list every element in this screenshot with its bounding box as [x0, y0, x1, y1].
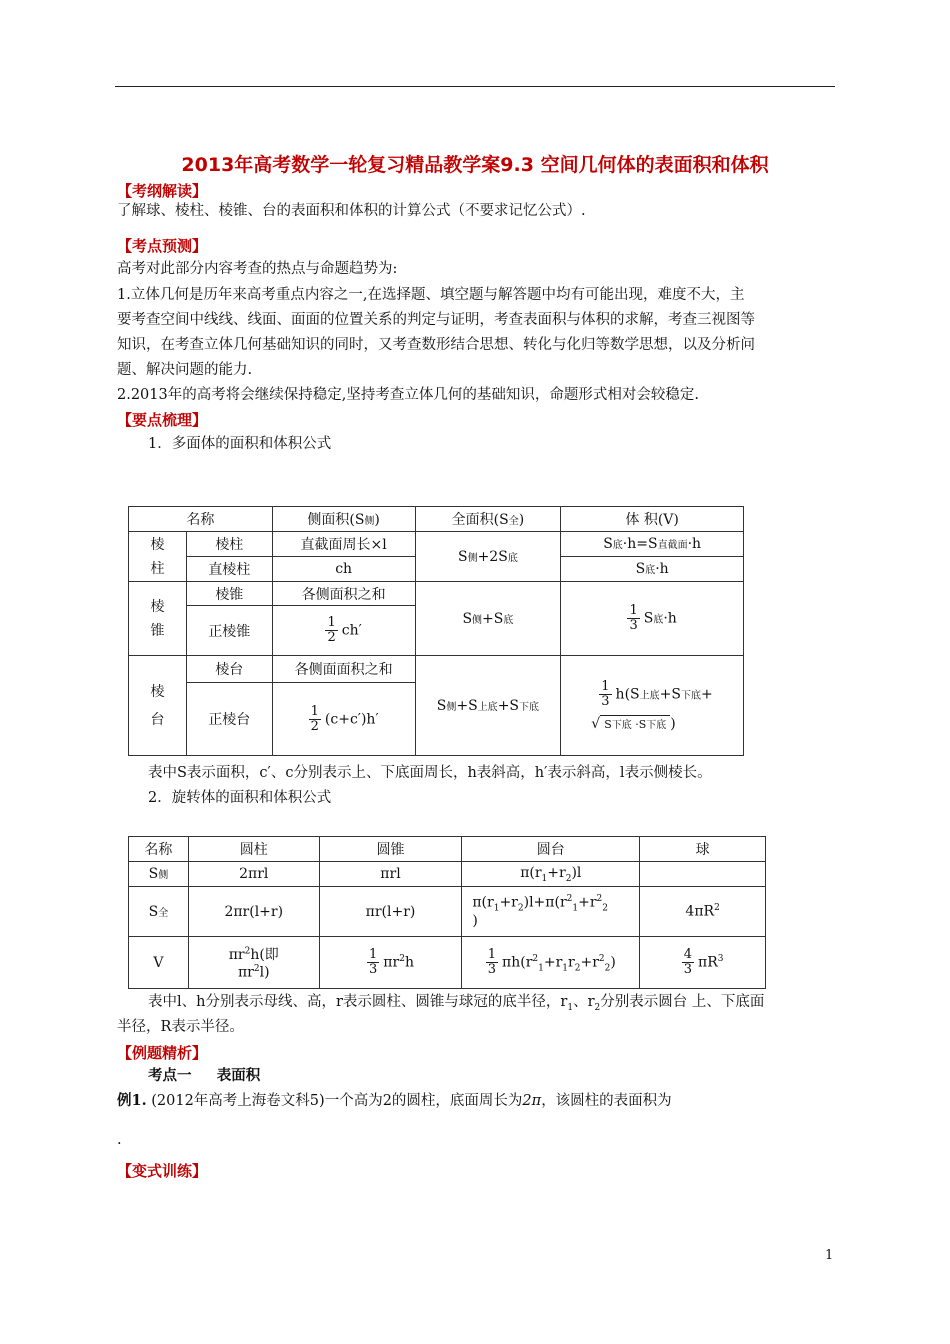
cylinder-volume: $\pi r^2h$(即 $\pi r^2l$) — [188, 937, 319, 989]
pyramid-volume: $\frac{1}{3}$ S底·h — [561, 582, 744, 656]
note-rotation-line2: 半径，R表示半径。 — [117, 1019, 244, 1035]
paragraph-forecast-1c: 知识，在考查立体几何基础知识的同时，又考查数形结合思想、转化与化归等数学思想，以及分析问 — [117, 337, 755, 353]
row-frustum: 棱台 — [186, 656, 272, 683]
sphere-side-area — [640, 862, 766, 887]
header-name: 名称 — [129, 837, 189, 862]
section-heading-examples: 【例题精析】 — [117, 1044, 208, 1062]
row-prism: 棱柱 — [186, 532, 272, 557]
example-1: 例1. (2012年高考上海卷文科5)一个高为2的圆柱，底面周长为2π，该圆柱的表面积为 — [117, 1092, 672, 1109]
prism-full-area: S侧+2S底 — [415, 532, 561, 582]
cone-side-area: πrl — [319, 862, 462, 887]
header-frustum: 圆台 — [462, 837, 640, 862]
item-polyhedron-heading: 1．多面体的面积和体积公式 — [148, 436, 332, 452]
row-pyramid: 棱锥 — [186, 582, 272, 606]
row-regular-frustum: 正棱台 — [186, 683, 272, 756]
row-regular-pyramid: 正棱锥 — [186, 606, 272, 656]
pyramid-full-area: S侧+S底 — [415, 582, 561, 656]
right-prism-volume: S底·h — [561, 557, 744, 582]
frustum-side-area: 各侧面面积之和 — [272, 656, 415, 683]
frustum-full-area: S侧+S上底+S下底 — [415, 656, 561, 756]
row-right-prism: 直棱柱 — [186, 557, 272, 582]
note-rotation-line1: 表中l、h分别表示母线、高，r表示圆柱、圆锥与球冠的底半径，$r_1$、$r_2$分别表示圆台 上、下底面 — [148, 994, 765, 1013]
paragraph-forecast-1a: 1.立体几何是历年来高考重点内容之一,在选择题、填空题与解答题中均有可能出现，难度不大，主 — [117, 287, 745, 303]
frustum-volume: $\frac{1}{3}$ h(S上底+S下底+ √ S下底 ·S下底 ) — [561, 656, 744, 756]
rotation-body-formula-table — [128, 836, 766, 989]
sphere-full-area: $4\pi R^2$ — [640, 887, 766, 937]
cone-full-area: πr(l+r) — [319, 887, 462, 937]
group-pyramid: 棱 锥 — [129, 582, 187, 656]
frustum-volume: $\frac{1}{3}$ $\pi h(r^2_1+r_1r_2+r^2_2)$ — [462, 937, 640, 989]
cone-volume: $\frac{1}{3}$ $\pi r^2h$ — [319, 937, 462, 989]
header-name: 名称 — [129, 507, 273, 532]
header-cone: 圆锥 — [319, 837, 462, 862]
section-heading-keypoints: 【要点梳理】 — [117, 411, 208, 429]
regular-pyramid-side-area: $\frac{1}{2}$ ch′ — [272, 606, 415, 656]
row-full-area: S全 — [129, 887, 189, 937]
keypoint-heading: 考点一 表面积 — [148, 1068, 261, 1084]
example-1-blank-end: . — [117, 1132, 122, 1148]
prism-volume: S底·h=S直截面·h — [561, 532, 744, 557]
frustum-side-area: $\pi(r_1+r_2)l$ — [462, 862, 640, 887]
polyhedron-formula-table — [128, 506, 744, 756]
header-full-area: 全面积(S全) — [415, 507, 561, 532]
paragraph-forecast-1b: 要考查空间中线线、线面、面面的位置关系的判定与证明，考查表面积与体积的求解，考查三视图等 — [117, 312, 755, 328]
row-volume: V — [129, 937, 189, 989]
cylinder-full-area: 2πr(l+r) — [188, 887, 319, 937]
right-prism-side-area: ch — [272, 557, 415, 582]
header-volume: 体 积(V) — [561, 507, 744, 532]
group-frustum: 棱 台 — [129, 656, 187, 756]
header-rule — [115, 86, 835, 87]
sphere-volume: $\frac{4}{3}$ $\pi R^3$ — [640, 937, 766, 989]
cylinder-side-area: 2πrl — [188, 862, 319, 887]
row-side-area: S侧 — [129, 862, 189, 887]
header-sphere: 球 — [640, 837, 766, 862]
section-heading-variants: 【变式训练】 — [117, 1162, 208, 1180]
header-cylinder: 圆柱 — [188, 837, 319, 862]
paragraph-forecast-2: 2.2013年的高考将会继续保持稳定,坚持考查立体几何的基础知识，命题形式相对会较稳定. — [117, 387, 699, 403]
section-heading-forecast: 【考点预测】 — [117, 237, 208, 255]
section-heading-syllabus: 【考纲解读】 — [117, 182, 208, 200]
group-prism: 棱 柱 — [129, 532, 187, 582]
paragraph-syllabus: 了解球、棱柱、棱锥、台的表面积和体积的计算公式（不要求记忆公式）. — [117, 203, 586, 219]
header-side-area: 侧面积(S侧) — [272, 507, 415, 532]
paragraph-forecast-1d: 题、解决问题的能力. — [117, 362, 253, 378]
paragraph-forecast-intro: 高考对此部分内容考查的热点与命题趋势为: — [117, 261, 398, 277]
prism-side-area: 直截面周长×l — [272, 532, 415, 557]
page-title: 2013年高考数学一轮复习精品教学案9.3 空间几何体的表面积和体积 — [181, 154, 769, 176]
pyramid-side-area: 各侧面积之和 — [272, 582, 415, 606]
regular-frustum-side-area: $\frac{1}{2}$ (c+c′)h′ — [272, 683, 415, 756]
page-number: 1 — [825, 1248, 834, 1263]
frustum-full-area: $\pi(r_1+r_2)l+\pi(r^2_1+r^2_2$ ) — [462, 887, 640, 937]
note-polyhedron: 表中S表示面积，c′、c分别表示上、下底面周长，h表斜高，h′表示斜高，l表示侧棱长。 — [148, 765, 712, 781]
example-1-label: 例1. — [117, 1092, 147, 1109]
item-rotation-heading: 2．旋转体的面积和体积公式 — [148, 790, 332, 806]
